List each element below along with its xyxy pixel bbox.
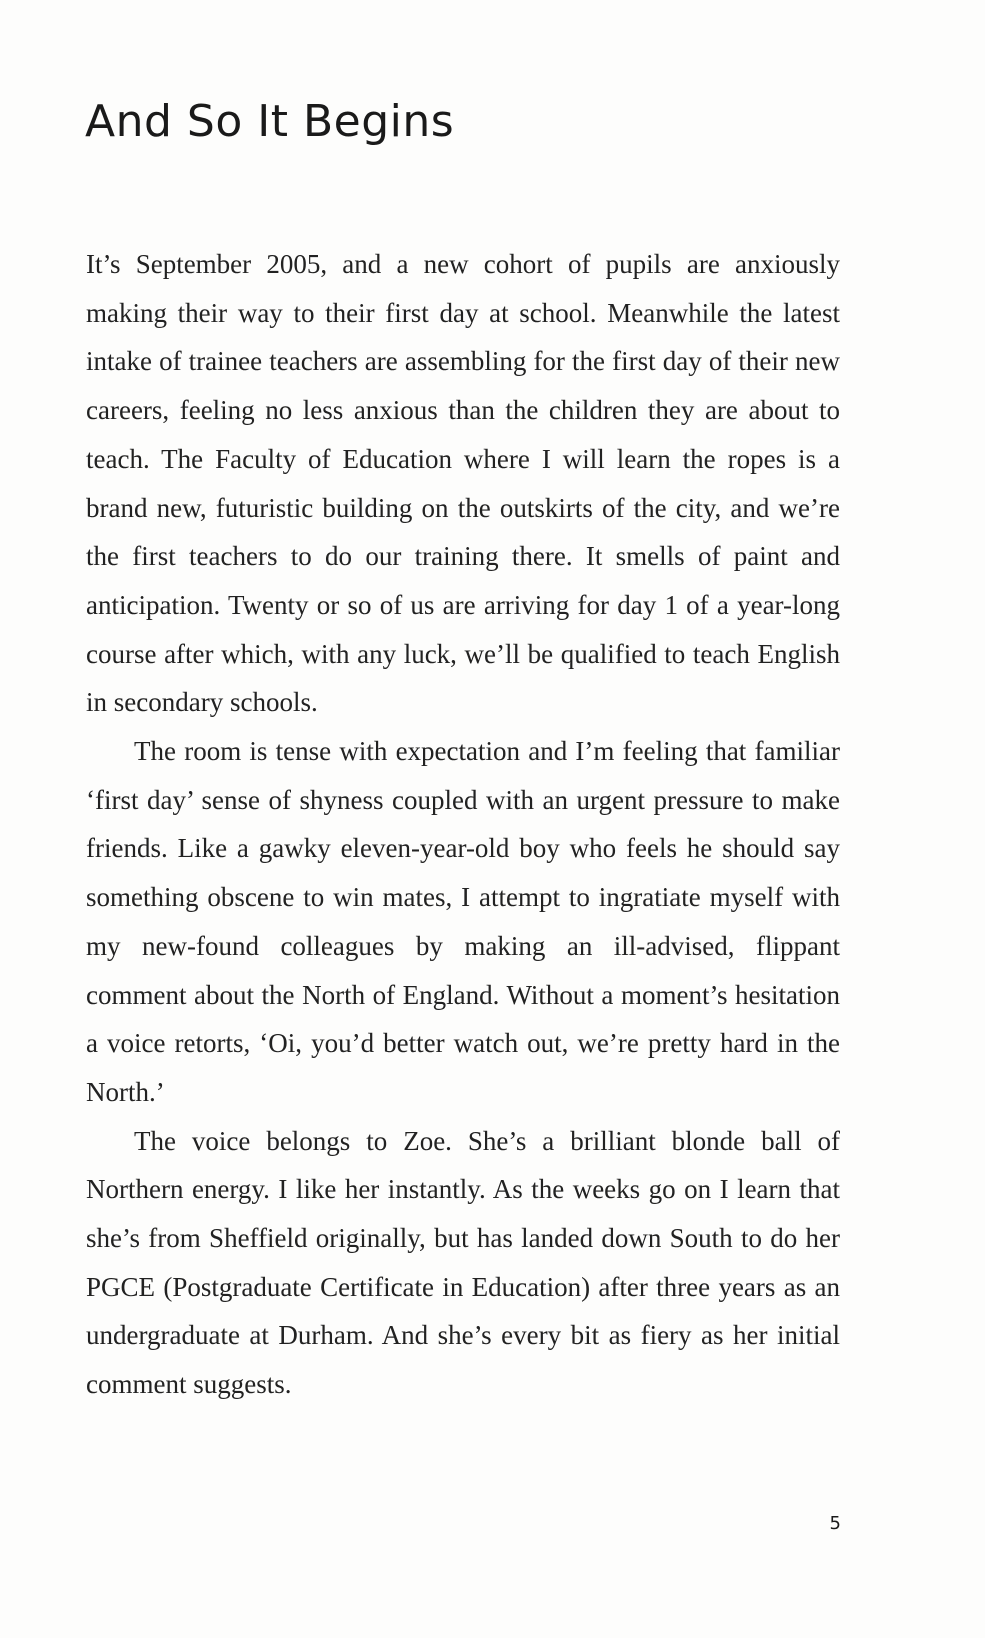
page-number: 5 (829, 1513, 841, 1534)
chapter-title: And So It Begins (85, 96, 455, 147)
paragraph-3: The voice belongs to Zoe. She’s a brilliant blonde ball of Northern energy. I like her instantly. As the weeks go on I learn that she’s from Sheffield originally, but has landed down South to do her PGCE (Postgraduate Certificate in Education) after three years as an undergraduate at Durham. And she’s every bit as fiery as her initial comment suggests. (86, 1125, 840, 1400)
paragraph-1: It’s September 2005, and a new cohort of pupils are anxiously making their way to their first day at school. Meanwhile the latest intake of trainee teachers are assembling for the first day of their new careers, feeling no less anxious than the children they are about to teach. The Faculty of Education where I will learn the ropes is a brand new, futuristic building on the outskirts of the city, and we’re the first teachers to do our training there. It smells of paint and anticipation. Twenty or so of us are arriving for day 1 of a year-long course after which, with any luck, we’ll be qualified to teach English in secondary schools. (86, 249, 840, 718)
paragraph-2: The room is tense with expectation and I’m feeling that familiar ‘first day’ sense of shyness coupled with an urgent pressure to make friends. Like a gawky eleven-year-old boy who feels he should say something obscene to win mates, I attempt to ingratiate myself with my new-found colleagues by making an ill-advised, flippant comment about the North of England. Without a moment’s hesitation a voice retorts, ‘Oi, you’d better watch out, we’re pretty hard in the North.’ (86, 736, 840, 1107)
chapter-body (86, 240, 840, 1409)
